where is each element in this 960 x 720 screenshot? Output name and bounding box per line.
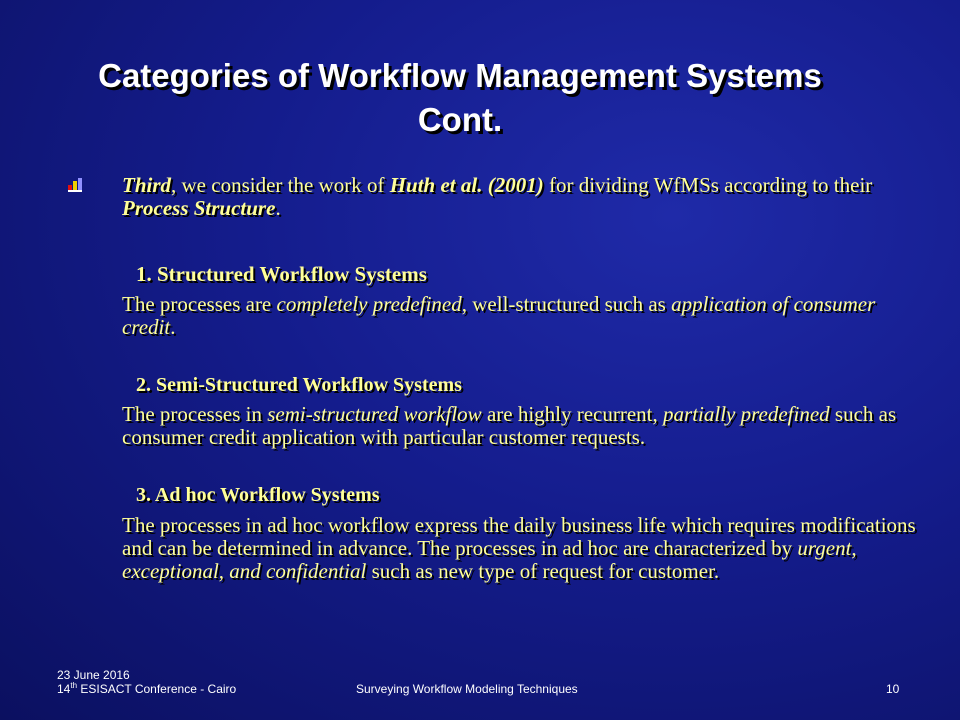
- footer-presentation-title: Surveying Workflow Modeling Techniques: [356, 682, 578, 696]
- bullet-part-1: Third: [122, 173, 172, 197]
- footer-conf-suffix: th: [70, 681, 78, 690]
- footer-conf-number: 14: [57, 682, 71, 696]
- section-2-description: [122, 403, 922, 449]
- section-2-part-5: such as consumer credit application with particular customer requests.: [122, 402, 897, 449]
- footer-conf-name: ESISACT Conference - Cairo: [77, 682, 237, 696]
- bullet-blocks-icon: [68, 178, 82, 192]
- footer-left: [57, 668, 236, 696]
- slide-title: [20, 54, 900, 142]
- section-1-description: [122, 293, 922, 339]
- section-3-part-3: such as new type of request for customer.: [366, 559, 720, 583]
- bullet-part-2: , we consider the work of: [171, 173, 390, 197]
- bullet-text: [122, 174, 902, 220]
- bullet-part-4: for dividing WfMSs according to their: [543, 173, 873, 197]
- footer-conference: [57, 682, 236, 696]
- section-3-heading: 3. Ad hoc Workflow Systems: [136, 484, 380, 506]
- section-2-part-3: are highly recurrent,: [481, 402, 664, 426]
- section-1-part-1: The processes are: [122, 292, 277, 316]
- section-1-part-5: .: [170, 315, 176, 339]
- section-2-heading: 2. Semi-Structured Workflow Systems: [136, 374, 462, 396]
- section-3-description: [122, 514, 922, 583]
- slide-number: 10: [886, 682, 900, 696]
- section-2-part-1: The processes in: [122, 402, 268, 426]
- bullet-part-3: Huth et al. (2001): [389, 173, 544, 197]
- section-3-part-2: urgent, exceptional, and confidential: [122, 536, 857, 583]
- title-line-1: Categories of Workflow Management Systems: [98, 57, 822, 94]
- section-1-part-3: , well-structured such as: [461, 292, 672, 316]
- title-line-2: Cont.: [417, 101, 503, 138]
- section-2-part-4: partially predefined: [663, 402, 830, 426]
- section-1-part-4: application of consumer credit: [122, 292, 876, 339]
- section-3-part-1: The processes in ad hoc workflow express the daily business life which requires modifications and can be determined in advance. The processes in ad hoc are characterized by: [122, 513, 916, 560]
- footer-date: 23 June 2016: [57, 668, 130, 682]
- section-1-heading: 1. Structured Workflow Systems: [136, 262, 427, 286]
- section-2-part-2: semi-structured workflow: [267, 402, 482, 426]
- bullet-part-5: Process Structure: [122, 196, 276, 220]
- bullet-part-6: .: [275, 196, 281, 220]
- section-1-part-2: completely predefined: [276, 292, 462, 316]
